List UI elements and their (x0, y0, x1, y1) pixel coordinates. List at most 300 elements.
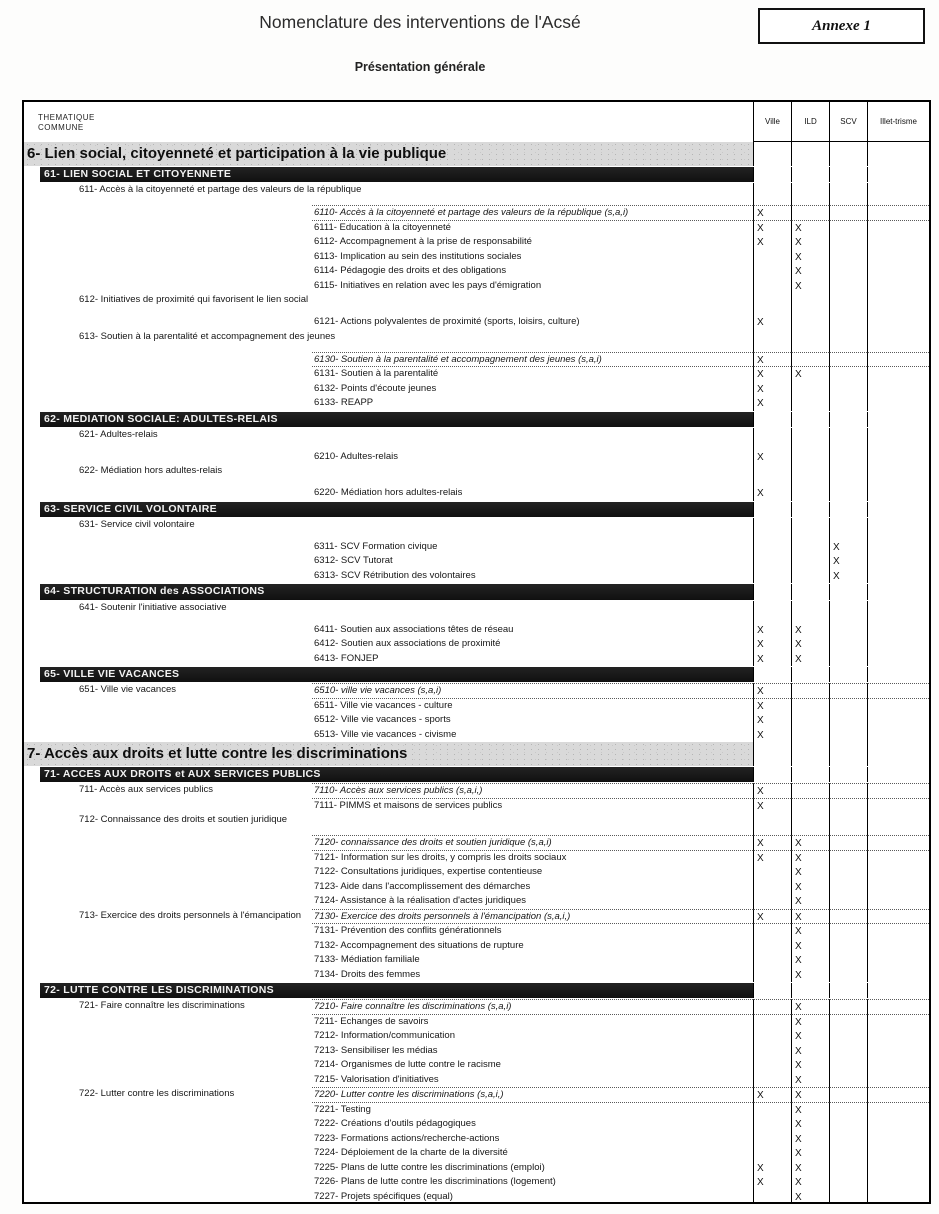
mark-cell-ild (791, 699, 829, 714)
mark-cell-scv (829, 221, 867, 236)
mark-cell-scv (829, 601, 867, 623)
mark-cell-ild (791, 783, 829, 799)
table-row (24, 835, 929, 851)
row-main-column (24, 999, 753, 1015)
item-label: 7122- Consultations juridiques, expertise contentieuse (314, 866, 543, 878)
mark-cell-ild: X (791, 637, 829, 652)
mark-cell-scv (829, 1044, 867, 1059)
mark-cell-scv (829, 767, 867, 782)
category-banner-row (24, 412, 929, 427)
item-label (312, 183, 753, 205)
mark-cell-ild: X (791, 1087, 829, 1103)
item-label: 6210- Adultes-relais (314, 450, 398, 462)
item-label: 6313- SCV Rétribution des volontaires (314, 569, 476, 581)
mark-cell-ville (753, 554, 791, 569)
table-row (24, 637, 929, 652)
mark-cell-ville (753, 412, 791, 427)
table-row (24, 1190, 929, 1204)
mark-cell-ville: X (753, 1175, 791, 1190)
mark-cell-illettrisme (867, 518, 929, 540)
mark-cell-ild (791, 502, 829, 517)
group-label (24, 235, 312, 250)
table-row (24, 713, 929, 728)
mark-cell-scv (829, 999, 867, 1015)
row-main-column (24, 1175, 753, 1190)
item-label: 7212- Information/communication (314, 1030, 455, 1042)
table-row (24, 1058, 929, 1073)
category-banner-row (24, 983, 929, 998)
mark-cell-illettrisme (867, 813, 929, 835)
mark-cell-ville (753, 1073, 791, 1088)
mark-cell-illettrisme (867, 1117, 929, 1132)
mark-cell-illettrisme (867, 865, 929, 880)
table-row (24, 783, 929, 799)
table-row (24, 880, 929, 895)
group-label (24, 623, 312, 638)
row-main-column (24, 1044, 753, 1059)
item-label: 6111- Education à la citoyenneté (314, 221, 451, 233)
group-label (24, 699, 312, 714)
row-main-column (24, 894, 753, 909)
mark-cell-ild (791, 293, 829, 315)
mark-cell-illettrisme (867, 637, 929, 652)
header-main-column (24, 102, 753, 142)
item-label: 7215- Valorisation d'initiatives (314, 1073, 439, 1085)
row-main-column (24, 813, 753, 835)
column-header-illettrisme: Illet-trisme (867, 102, 929, 142)
mark-cell-ville: X (753, 799, 791, 814)
mark-cell-illettrisme (867, 293, 929, 315)
mark-cell-illettrisme (867, 1029, 929, 1044)
mark-cell-ville (753, 584, 791, 599)
table-row (24, 799, 929, 814)
mark-cell-ville (753, 865, 791, 880)
mark-cell-ville (753, 428, 791, 450)
row-main-column (24, 835, 753, 851)
mark-cell-scv (829, 1175, 867, 1190)
mark-cell-illettrisme (867, 953, 929, 968)
group-label: 722- Lutter contre les discriminations (79, 1088, 235, 1100)
mark-cell-ild: X (791, 894, 829, 909)
mark-cell-ild: X (791, 1015, 829, 1030)
group-label: 641- Soutenir l'initiative associative (79, 601, 227, 613)
table-row (24, 464, 929, 486)
category-banner: 71- ACCES AUX DROITS et AUX SERVICES PUBLICS (40, 767, 753, 782)
mark-cell-illettrisme (867, 167, 929, 182)
mark-cell-ville (753, 968, 791, 983)
row-main-column (24, 742, 753, 766)
mark-cell-ville (753, 1058, 791, 1073)
mark-cell-ville (753, 939, 791, 954)
mark-cell-scv (829, 1132, 867, 1147)
item-label: 6511- Ville vie vacances - culture (314, 699, 453, 711)
mark-cell-ild (791, 713, 829, 728)
mark-cell-illettrisme (867, 554, 929, 569)
mark-cell-scv (829, 584, 867, 599)
row-main-column (24, 264, 753, 279)
group-label (24, 264, 312, 279)
row-main-column (24, 250, 753, 265)
item-label: 6510- ville vie vacances (s,a,i) (312, 683, 753, 699)
mark-cell-scv (829, 835, 867, 851)
item-label: 6130- Soutien à la parentalité et accompagnement des jeunes (s,a,i) (312, 352, 753, 368)
row-main-column (24, 783, 753, 799)
mark-cell-illettrisme (867, 205, 929, 221)
mark-cell-ville: X (753, 652, 791, 667)
mark-cell-scv: X (829, 569, 867, 584)
row-main-column (24, 1190, 753, 1204)
item-label: 6512- Ville vie vacances - sports (314, 714, 451, 726)
mark-cell-ville (753, 1029, 791, 1044)
item-label: 7120- connaissance des droits et soutien juridique (s,a,i) (312, 835, 753, 851)
item-label: 6115- Initiatives en relation avec les pays d'émigration (314, 279, 542, 291)
mark-cell-ild: X (791, 909, 829, 925)
row-main-column (24, 1117, 753, 1132)
mark-cell-ild: X (791, 367, 829, 382)
mark-cell-illettrisme (867, 767, 929, 782)
mark-cell-ild: X (791, 1161, 829, 1176)
mark-cell-ville (753, 1146, 791, 1161)
table-row (24, 1161, 929, 1176)
mark-cell-scv (829, 1117, 867, 1132)
mark-cell-ild (791, 554, 829, 569)
row-main-column (24, 799, 753, 814)
table-row (24, 250, 929, 265)
group-label (24, 851, 312, 866)
mark-cell-scv (829, 382, 867, 397)
mark-cell-illettrisme (867, 1044, 929, 1059)
mark-cell-scv (829, 518, 867, 540)
group-label (24, 250, 312, 265)
mark-cell-scv (829, 183, 867, 205)
mark-cell-ville: X (753, 396, 791, 411)
mark-cell-ville (753, 167, 791, 182)
row-main-column (24, 235, 753, 250)
mark-cell-ville (753, 894, 791, 909)
mark-cell-ville: X (753, 909, 791, 925)
table-row (24, 205, 929, 221)
mark-cell-illettrisme (867, 783, 929, 799)
table-row (24, 367, 929, 382)
table-row (24, 894, 929, 909)
mark-cell-scv (829, 367, 867, 382)
mark-cell-illettrisme (867, 1132, 929, 1147)
category-banner: 63- SERVICE CIVIL VOLONTAIRE (40, 502, 753, 517)
group-label (24, 799, 312, 814)
group-label: 622- Médiation hors adultes-relais (79, 465, 223, 477)
mark-cell-ville: X (753, 367, 791, 382)
mark-cell-ville (753, 142, 791, 166)
item-label (312, 428, 753, 450)
item-label: 7124- Assistance à la réalisation d'actes juridiques (314, 895, 526, 907)
group-label (24, 1103, 312, 1118)
mark-cell-ild (791, 728, 829, 743)
group-label (24, 1029, 312, 1044)
group-label (24, 1146, 312, 1161)
row-main-column (24, 652, 753, 667)
mark-cell-ild: X (791, 968, 829, 983)
mark-cell-ville (753, 293, 791, 315)
row-main-column (24, 1015, 753, 1030)
group-label (24, 279, 312, 294)
row-main-column (24, 205, 753, 221)
mark-cell-illettrisme (867, 880, 929, 895)
mark-cell-ville: X (753, 382, 791, 397)
annexe-box (758, 8, 925, 44)
group-label: 712- Connaissance des droits et soutien juridique (79, 814, 288, 826)
row-main-column (24, 983, 753, 998)
mark-cell-scv (829, 502, 867, 517)
mark-cell-ville: X (753, 835, 791, 851)
mark-cell-illettrisme (867, 835, 929, 851)
mark-cell-ville (753, 983, 791, 998)
mark-cell-scv (829, 924, 867, 939)
row-main-column (24, 667, 753, 682)
group-label: 613- Soutien à la parentalité et accompagnement des jeunes (79, 330, 336, 342)
item-label: 6113- Implication au sein des institutions sociales (314, 250, 522, 262)
item-label (312, 601, 753, 623)
mark-cell-ild: X (791, 953, 829, 968)
mark-cell-ville (753, 502, 791, 517)
row-main-column (24, 968, 753, 983)
item-label: 7133- Médiation familiale (314, 954, 420, 966)
item-label: 7221- Testing (314, 1103, 371, 1115)
section-heading-row (24, 742, 929, 766)
item-label: 6110- Accès à la citoyenneté et partage des valeurs de la république (s,a,i) (312, 205, 753, 221)
group-label (24, 205, 312, 221)
row-main-column (24, 601, 753, 623)
mark-cell-scv (829, 683, 867, 699)
group-label (24, 367, 312, 382)
group-label (24, 728, 312, 743)
mark-cell-scv (829, 1058, 867, 1073)
group-label (24, 221, 312, 236)
mark-cell-ild (791, 767, 829, 782)
mark-cell-ild (791, 683, 829, 699)
mark-cell-illettrisme (867, 264, 929, 279)
table-row (24, 330, 929, 352)
table-row (24, 851, 929, 866)
mark-cell-illettrisme (867, 584, 929, 599)
mark-cell-ild: X (791, 999, 829, 1015)
mark-cell-ville: X (753, 450, 791, 465)
item-label: 7222- Créations d'outils pédagogiques (314, 1118, 476, 1130)
item-label: 7227- Projets spécifiques (equal) (314, 1190, 453, 1202)
mark-cell-illettrisme (867, 683, 929, 699)
row-main-column (24, 953, 753, 968)
mark-cell-ville (753, 953, 791, 968)
row-main-column (24, 554, 753, 569)
mark-cell-scv (829, 1161, 867, 1176)
mark-cell-scv (829, 352, 867, 368)
section-heading: 7- Accès aux droits et lutte contre les discriminations (24, 742, 753, 766)
row-main-column (24, 767, 753, 782)
mark-cell-ville (753, 813, 791, 835)
header-commune-label: COMMUNE (38, 123, 84, 133)
group-label (24, 352, 312, 368)
mark-cell-ild (791, 799, 829, 814)
item-label: 6133- REAPP (314, 397, 374, 409)
mark-cell-scv (829, 330, 867, 352)
item-label: 6112- Accompagnement à la prise de responsabilité (314, 236, 532, 248)
category-banner-row (24, 502, 929, 517)
category-banner-row (24, 584, 929, 599)
table-row (24, 953, 929, 968)
mark-cell-scv: X (829, 554, 867, 569)
mark-cell-illettrisme (867, 428, 929, 450)
table-row (24, 924, 929, 939)
mark-cell-scv (829, 250, 867, 265)
group-label: 651- Ville vie vacances (79, 684, 176, 696)
mark-cell-scv (829, 396, 867, 411)
mark-cell-ild: X (791, 1146, 829, 1161)
group-label (24, 315, 312, 330)
mark-cell-ild (791, 584, 829, 599)
item-label: 6131- Soutien à la parentalité (314, 368, 439, 380)
mark-cell-scv (829, 699, 867, 714)
row-main-column (24, 1029, 753, 1044)
table-row (24, 623, 929, 638)
mark-cell-scv (829, 728, 867, 743)
mark-cell-ild: X (791, 279, 829, 294)
page-title: Nomenclature des interventions de l'Acsé (259, 12, 581, 32)
table-row (24, 683, 929, 699)
mark-cell-ville (753, 1132, 791, 1147)
row-main-column (24, 330, 753, 352)
mark-cell-ville: X (753, 683, 791, 699)
item-label: 6132- Points d'écoute jeunes (314, 382, 437, 394)
item-label (312, 464, 753, 486)
table-row (24, 1146, 929, 1161)
group-label: 612- Initiatives de proximité qui favorisent le lien social (79, 294, 309, 306)
group-label (24, 1073, 312, 1088)
item-label: 7214- Organismes de lutte contre le racisme (314, 1059, 501, 1071)
mark-cell-ild: X (791, 264, 829, 279)
group-label: 721- Faire connaître les discriminations (79, 1000, 245, 1012)
row-main-column (24, 865, 753, 880)
mark-cell-scv (829, 939, 867, 954)
mark-cell-ild (791, 813, 829, 835)
mark-cell-ville (753, 540, 791, 555)
mark-cell-ild: X (791, 851, 829, 866)
row-main-column (24, 428, 753, 450)
row-main-column (24, 1132, 753, 1147)
column-header-ville: Ville (753, 102, 791, 142)
mark-cell-scv (829, 293, 867, 315)
table-row (24, 264, 929, 279)
mark-cell-illettrisme (867, 713, 929, 728)
section-heading: 6- Lien social, citoyenneté et participation à la vie publique (24, 142, 753, 166)
mark-cell-illettrisme (867, 742, 929, 766)
mark-cell-illettrisme (867, 330, 929, 352)
mark-cell-ild: X (791, 250, 829, 265)
mark-cell-ild (791, 540, 829, 555)
table-row (24, 183, 929, 205)
mark-cell-scv (829, 412, 867, 427)
mark-cell-ville (753, 1103, 791, 1118)
table-row (24, 968, 929, 983)
mark-cell-illettrisme (867, 1087, 929, 1103)
mark-cell-scv: X (829, 540, 867, 555)
mark-cell-ild (791, 167, 829, 182)
mark-cell-scv (829, 167, 867, 182)
table-row (24, 352, 929, 368)
table-row (24, 1087, 929, 1103)
mark-cell-illettrisme (867, 450, 929, 465)
group-label (24, 486, 312, 501)
mark-cell-illettrisme (867, 894, 929, 909)
row-main-column (24, 909, 753, 925)
table-row (24, 382, 929, 397)
annexe-label: Annexe 1 (812, 17, 871, 34)
mark-cell-illettrisme (867, 909, 929, 925)
mark-cell-ville: X (753, 235, 791, 250)
group-label (24, 1044, 312, 1059)
mark-cell-illettrisme (867, 279, 929, 294)
mark-cell-ville (753, 742, 791, 766)
mark-cell-ville: X (753, 851, 791, 866)
mark-cell-ville: X (753, 352, 791, 368)
category-banner: 62- MEDIATION SOCIALE: ADULTES-RELAIS (40, 412, 753, 427)
group-label (24, 1015, 312, 1030)
mark-cell-scv (829, 1103, 867, 1118)
row-main-column (24, 183, 753, 205)
mark-cell-ild: X (791, 1044, 829, 1059)
mark-cell-illettrisme (867, 851, 929, 866)
group-label (24, 835, 312, 851)
group-label (24, 569, 312, 584)
group-label (24, 968, 312, 983)
mark-cell-scv (829, 235, 867, 250)
group-label (24, 953, 312, 968)
group-label (24, 540, 312, 555)
table-row (24, 728, 929, 743)
mark-cell-ild (791, 983, 829, 998)
row-main-column (24, 713, 753, 728)
table-body (24, 142, 929, 1204)
mark-cell-illettrisme (867, 1103, 929, 1118)
mark-cell-ild: X (791, 939, 829, 954)
mark-cell-illettrisme (867, 464, 929, 486)
mark-cell-illettrisme (867, 183, 929, 205)
group-label: 711- Accès aux services publics (79, 784, 213, 796)
mark-cell-illettrisme (867, 799, 929, 814)
mark-cell-scv (829, 652, 867, 667)
table-row (24, 865, 929, 880)
item-label: 6513- Ville vie vacances - civisme (314, 728, 457, 740)
row-main-column (24, 1161, 753, 1176)
mark-cell-illettrisme (867, 939, 929, 954)
mark-cell-scv (829, 315, 867, 330)
table-row (24, 279, 929, 294)
mark-cell-scv (829, 1029, 867, 1044)
group-label: 631- Service civil volontaire (79, 518, 195, 530)
mark-cell-ville (753, 767, 791, 782)
mark-cell-scv (829, 464, 867, 486)
mark-cell-ville (753, 880, 791, 895)
mark-cell-ild: X (791, 1117, 829, 1132)
mark-cell-scv (829, 713, 867, 728)
mark-cell-illettrisme (867, 382, 929, 397)
mark-cell-scv (829, 742, 867, 766)
group-label (24, 652, 312, 667)
category-banner: 72- LUTTE CONTRE LES DISCRIMINATIONS (40, 983, 753, 998)
mark-cell-scv (829, 279, 867, 294)
mark-cell-scv (829, 1073, 867, 1088)
mark-cell-ild (791, 464, 829, 486)
row-main-column (24, 939, 753, 954)
mark-cell-ville: X (753, 221, 791, 236)
